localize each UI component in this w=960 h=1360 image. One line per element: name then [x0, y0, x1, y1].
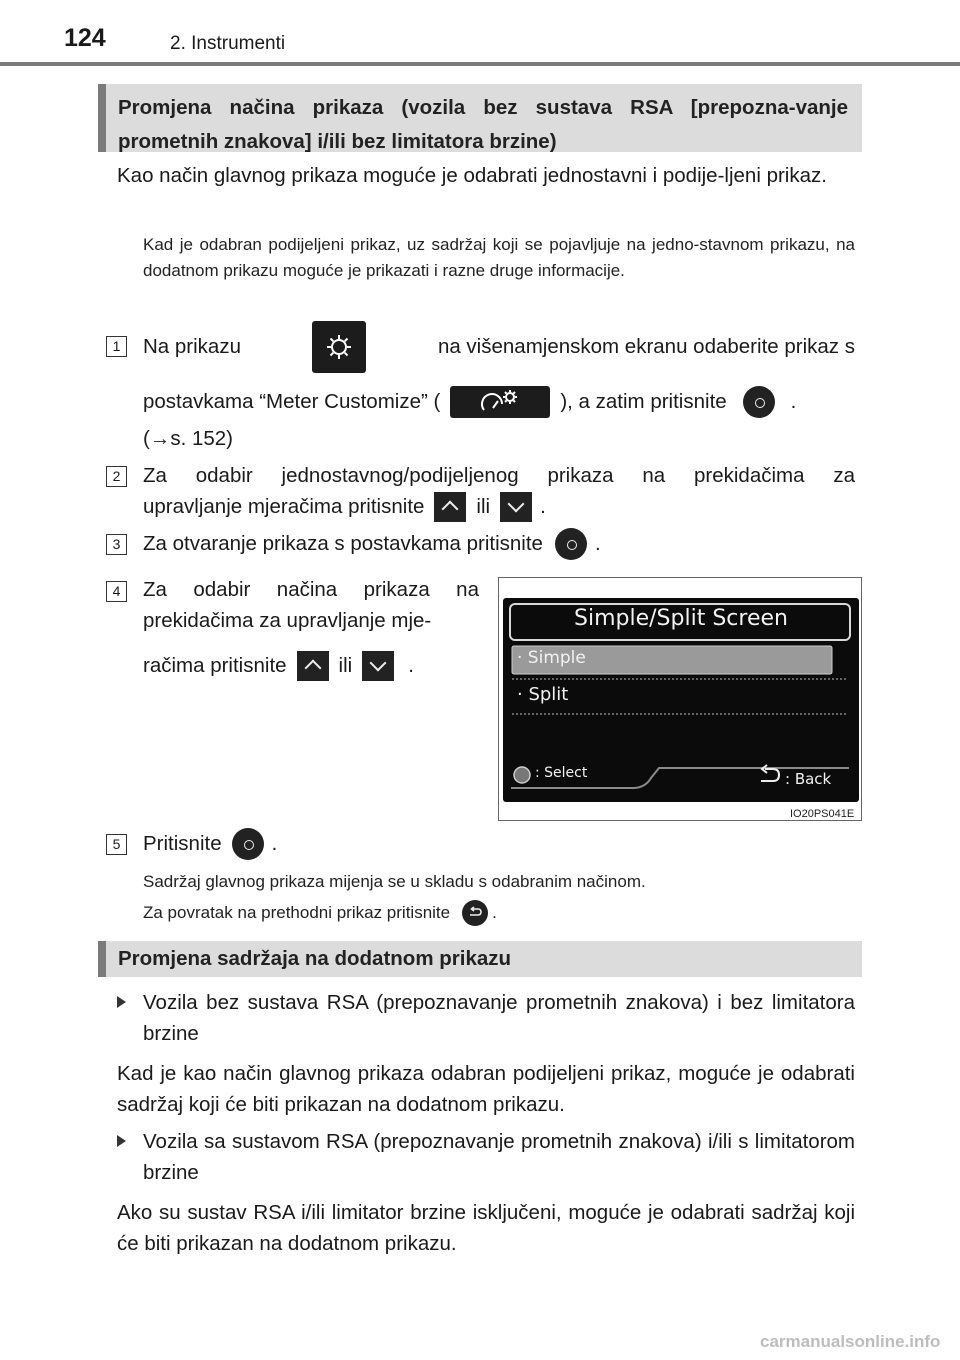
display-screen	[503, 598, 859, 802]
step-5-text: Pritisnite	[143, 832, 222, 855]
ok-knob-icon	[232, 828, 264, 860]
figure-caption: IO20PS041E	[790, 808, 855, 820]
step-5-note-1: Sadržaj glavnog prikaza mijenja se u skladu s odabranim načinom.	[143, 872, 646, 891]
step-1-text-c: postavkama “Meter Customize” (	[143, 390, 441, 413]
bullet-no-rsa	[117, 987, 855, 1049]
step-5-line	[143, 828, 277, 860]
step-1-line-2	[143, 384, 855, 420]
page-number: 124	[64, 24, 106, 52]
step-1-text-a: Na prikazu	[143, 335, 241, 358]
section-heading-display-mode: Promjena načina prikaza (vozila bez sustava RSA [prepozna-vanje prometnih znakova] i/ili bez limitatora brzine)	[98, 84, 862, 152]
intro-paragraph: Kao način glavnog prikaza moguće je odabrati jednostavni i podije-ljeni prikaz.	[117, 164, 827, 187]
bullet-with-rsa-text: Vozila sa sustavom RSA (prepoznavanje prometnih znakova) i/ili s limitatorom brzine	[143, 1130, 855, 1184]
step-1-text-e: .	[790, 390, 797, 413]
intro-note: Kad je odabran podijeljeni prikaz, uz sadržaj koji se pojavljuje na jedno-stavnom prikazu, na dodatnom prikazu moguće je prikazati i razne druge informacije.	[143, 235, 855, 280]
step-3-line	[143, 528, 601, 560]
down-arrow-icon	[500, 492, 532, 522]
option-split[interactable]: · Split	[517, 684, 569, 705]
chapter-title: 2. Instrumenti	[170, 33, 286, 54]
step-2-or: ili	[476, 495, 491, 518]
step-1-line-1	[143, 321, 855, 373]
step-4-end: .	[408, 654, 414, 677]
meter-customize-icon	[450, 386, 550, 418]
ok-knob-icon	[743, 386, 775, 418]
step-number-1: 1	[106, 336, 127, 357]
section-heading-sub-display: Promjena sadržaja na dodatnom prikazu	[98, 941, 862, 977]
step-2-text: upravljanje mjeračima pritisnite	[143, 495, 425, 518]
step-1-page-reference: (→s. 152)	[143, 427, 233, 450]
step-4-text: račima pritisnite	[143, 654, 287, 677]
step-5-note-2-text: Za povratak na prethodni prikaz pritisnite	[143, 903, 451, 922]
option-simple[interactable]: · Simple	[517, 648, 586, 668]
step-2-line-2	[143, 491, 546, 523]
triangle-bullet-icon	[117, 1135, 126, 1147]
watermark: carmanualsonline.info	[760, 1332, 941, 1351]
back-button-icon	[462, 900, 488, 926]
step-number-5: 5	[106, 834, 127, 855]
step-5-note-2-end: .	[492, 903, 497, 922]
step-3-text: Za otvaranje prikaza s postavkama pritisnite	[143, 532, 543, 555]
up-arrow-icon	[434, 492, 466, 522]
down-arrow-icon	[362, 651, 394, 681]
back-hint: : Back	[785, 770, 832, 788]
step-2-line-1: Za odabir jednostavnog/podijeljenog prikaza na prekidačima za	[143, 464, 855, 487]
step-4-line-3	[143, 649, 414, 683]
step-5-note-2	[143, 899, 855, 927]
bullet-with-rsa	[117, 1126, 855, 1188]
up-arrow-icon	[297, 651, 329, 681]
settings-gear-icon	[312, 321, 366, 373]
screen-title: Simple/Split Screen	[574, 606, 788, 631]
ok-knob-icon	[555, 528, 587, 560]
triangle-bullet-icon	[117, 996, 126, 1008]
step-4-or: ili	[338, 654, 353, 677]
step-number-2: 2	[106, 466, 127, 487]
step-1-text-b: na višenamjenskom ekranu odaberite prikaz s	[437, 335, 855, 358]
step-4-line-1: Za odabir načina prikaza na	[143, 578, 479, 601]
step-number-3: 3	[106, 534, 127, 555]
step-1-text-d: ), a zatim pritisnite	[560, 390, 727, 413]
header-rule	[0, 62, 960, 66]
select-hint: : Select	[535, 765, 588, 781]
step-3-end: .	[594, 532, 601, 555]
paragraph-rsa-off: Ako su sustav RSA i/ili limitator brzine isključeni, moguće je odabrati sadržaj koji će biti prikazan na dodatnom prikazu.	[117, 1201, 855, 1255]
bullet-no-rsa-text: Vozila bez sustava RSA (prepoznavanje prometnih znakova) i bez limitatora brzine	[143, 991, 855, 1045]
paragraph-split-display: Kad je kao način glavnog prikaza odabran podijeljeni prikaz, moguće je odabrati sadržaj koji će biti prikazan na dodatnom prikazu.	[117, 1062, 855, 1116]
step-2-end: .	[540, 495, 546, 518]
step-5-end: .	[271, 832, 278, 855]
step-4-line-2: prekidačima za upravljanje mje-	[143, 609, 432, 632]
step-number-4: 4	[106, 581, 127, 602]
